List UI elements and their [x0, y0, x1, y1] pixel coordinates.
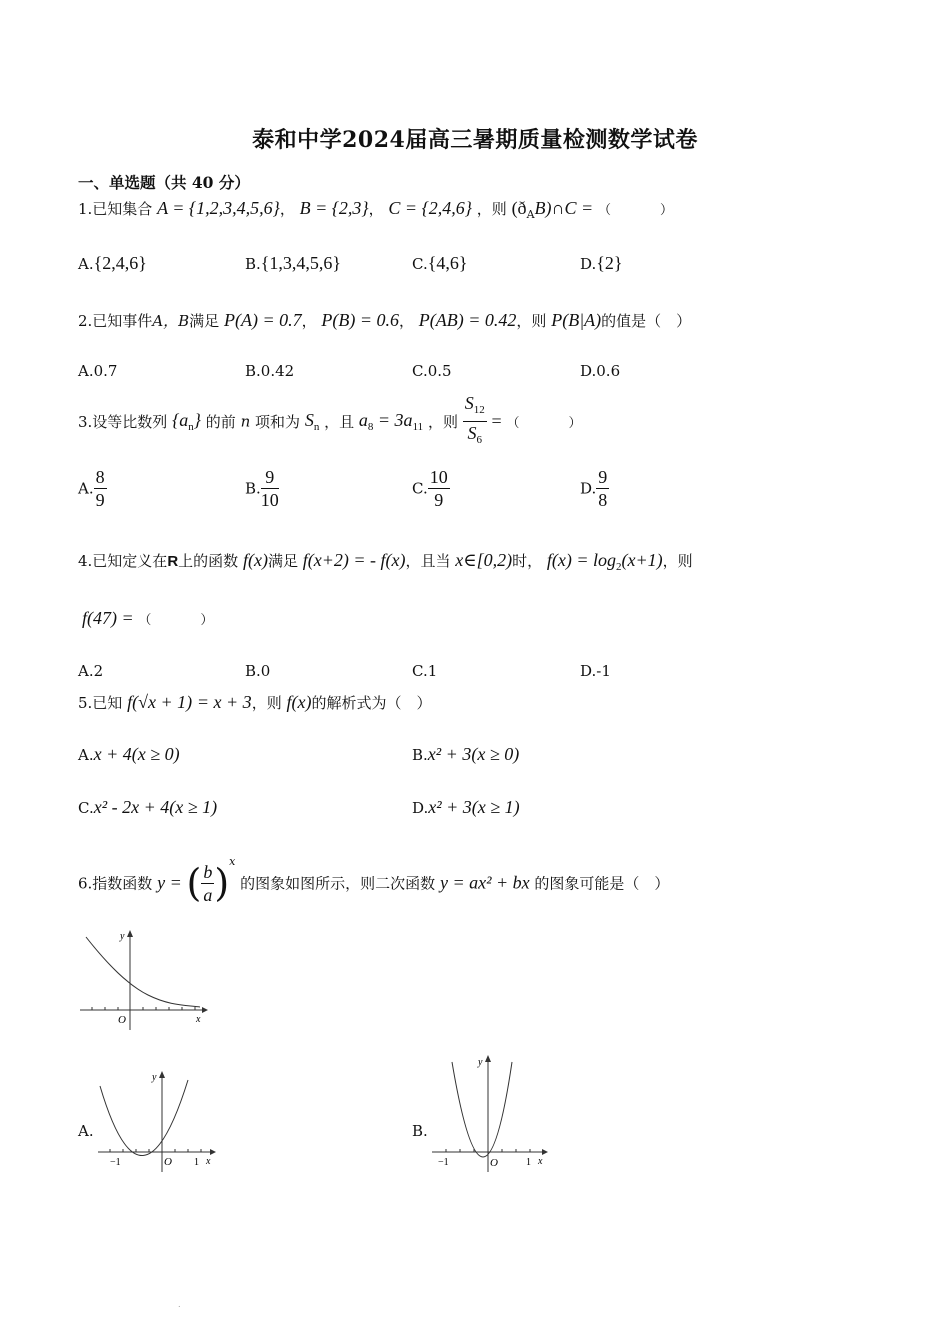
q6-option-a-graph [96, 1068, 218, 1176]
q3-option-d: D. $\frac{9}{8}$ [580, 467, 608, 510]
q2-mid: 满足 [189, 312, 220, 330]
q4-cond: f(x+2) = - f(x) [302, 550, 406, 570]
q3-option-a: A. $\frac{8}{9}$ [78, 467, 105, 510]
q1-blank: （ ） [597, 203, 691, 218]
q3-mid3: ，且 [324, 413, 355, 431]
section-heading: 一、单选题（共 40 分） [78, 173, 250, 192]
q2-events: A，B [152, 312, 190, 330]
svg-text:x: x [538, 1156, 543, 1167]
q5-prefix: 5.已知 [78, 694, 123, 712]
question-2: 2.已知事件A，B满足 P(A) = 0.7， P(B) = 0.6， P(AB) = 0.42，则 P(B|A)的值是（ ） [78, 310, 692, 330]
q2-option-c: C.0.5 [412, 362, 452, 380]
q4-blank: （ ） [138, 613, 232, 628]
q3-blank: （ ） [506, 416, 600, 431]
svg-text:1: 1 [194, 1157, 199, 1168]
q5-tail: 的解析式为（ ） [311, 694, 432, 712]
q6-fraction: $\frac{b}{a}$ [203, 861, 213, 905]
q3-option-b: B. $\frac{9}{10}$ [245, 467, 279, 510]
q2-p2: P(B) = 0.6 [321, 310, 399, 330]
y-label: y [120, 931, 125, 942]
q5-mid: ，则 [251, 694, 282, 712]
q1-expr-sub: A [526, 208, 535, 221]
q1-set-c: C = {2,4,6} [388, 198, 472, 218]
q3-mid2: 项和为 [255, 413, 301, 431]
q2-then: ，则 [516, 312, 547, 330]
q5-option-d: D.x² + 3(x ≥ 1) [412, 797, 520, 817]
question-5 [78, 692, 431, 713]
q3-mid1: 的前 [205, 413, 236, 431]
q5-option-a: A.x + 4(x ≥ 0) [78, 744, 180, 764]
q5-rhs: = x + 3 [196, 692, 252, 712]
svg-text:−1: −1 [110, 1157, 121, 1168]
footer-mark: . [178, 1300, 181, 1309]
q4-prefix: 4.已知定义在 [78, 552, 168, 570]
x-label: x [196, 1014, 201, 1025]
q3-condition: $a_8 = 3a_{11}$ [358, 410, 424, 433]
q3-eq: = [491, 411, 502, 431]
svg-text:−1: −1 [438, 1157, 449, 1168]
q6-prefix: 6.指数函数 [78, 874, 153, 893]
q3-seq: $\{a_n\}$ [172, 410, 201, 433]
q5-option-b: B.x² + 3(x ≥ 0) [412, 744, 520, 764]
exponential-curve [86, 937, 200, 1007]
q1-option-a: A.{2,4,6} [78, 253, 147, 273]
q3-then: ，则 [427, 413, 458, 431]
q6-tail: 的图象可能是（ ） [534, 874, 670, 893]
q4-option-c: C.1 [412, 662, 438, 680]
svg-text:O: O [164, 1156, 172, 1168]
y-axis-arrow [127, 930, 133, 937]
parabola-a [100, 1080, 188, 1156]
q2-tail: 的值是（ ） [601, 312, 692, 330]
q2-option-b: B.0.42 [245, 362, 295, 380]
q5-f: f(x) [286, 692, 312, 712]
q1-expr2: B)∩C = [534, 198, 594, 218]
q3-fraction: $\frac{S_{12}}{S_6}$ [464, 393, 485, 446]
q2-p3: P(AB) = 0.42 [418, 310, 517, 330]
q2-option-d: D.0.6 [580, 362, 621, 380]
svg-text:y: y [478, 1057, 483, 1068]
question-6: 6.指数函数 y = ( $\frac{b}{a}$ )$^x$ 的图象如图所示，则二次函数 y = ax² + bx 的图象可能是（ ） [78, 855, 670, 905]
q3-n: n [240, 412, 251, 431]
q2-p4: P(B|A) [551, 310, 602, 330]
svg-text:y: y [152, 1072, 157, 1083]
q6-mid: 的图象如图所示，则二次函数 [240, 874, 436, 893]
q4-option-a: A.2 [78, 662, 104, 680]
q4-mid4: 时， [512, 552, 543, 570]
q4-then: ，则 [662, 552, 693, 570]
q6-quad: y = ax² + bx [439, 872, 530, 893]
question-4-line2 [82, 608, 231, 629]
q3-prefix: 3.设等比数列 [78, 413, 168, 431]
q4-log: $f(x) = \log_2(x+1)$ [546, 550, 663, 573]
q3-sn: $S_n$ [304, 410, 320, 433]
q4-mid1: 上的函数 [178, 552, 239, 570]
q4-reals: R [167, 553, 179, 570]
q6-exponential-graph [78, 925, 208, 1035]
parabola-b [452, 1062, 512, 1157]
q4-option-b: B.0 [245, 662, 271, 680]
q4-interval: x∈[0,2) [455, 550, 513, 570]
q1-option-b: B.{1,3,4,5,6} [245, 253, 342, 273]
question-1: 1.已知集合 A = {1,2,3,4,5,6}， B = {2,3}， C = {2,4,6} ，则 $(ð_AB)\cap C$ = （ ） [78, 198, 691, 221]
svg-text:x: x [206, 1156, 211, 1167]
q4-option-d: D.-1 [580, 662, 611, 680]
q6-option-a: A. [78, 1122, 94, 1140]
q1-set-b: B = {2,3} [299, 198, 369, 218]
q1-set-a: A = {1,2,3,4,5,6} [157, 198, 280, 218]
q1-expr: (ð [511, 198, 527, 218]
q6-y: y = [157, 872, 182, 893]
x-axis-arrow [202, 1007, 208, 1013]
q4-mid3: ，且当 [405, 552, 451, 570]
q2-prefix: 2.已知事件 [78, 312, 153, 330]
q4-f: f(x) [242, 550, 268, 570]
page-title: 泰和中学2024届高三暑期质量检测数学试卷 [252, 127, 698, 153]
q4-mid2: 满足 [267, 552, 298, 570]
q6-option-b: B. [412, 1122, 428, 1140]
q1-option-c: C.{4,6} [412, 253, 468, 273]
q6-exp: x [229, 855, 236, 868]
origin-label: O [118, 1014, 126, 1026]
svg-text:O: O [490, 1157, 498, 1169]
q1-prefix: 1.已知集合 [78, 200, 153, 218]
q5-lhs: f(√x + 1) [127, 692, 193, 712]
q2-option-a: A.0.7 [78, 362, 118, 380]
q1-then: ，则 [476, 200, 507, 218]
q3-option-c: C. $\frac{10}{9}$ [412, 467, 448, 510]
svg-text:1: 1 [526, 1157, 531, 1168]
q6-option-b-graph [430, 1052, 552, 1174]
question-4 [78, 550, 693, 573]
q5-option-c: C.x² - 2x + 4(x ≥ 1) [78, 797, 218, 817]
q2-p1: P(A) = 0.7 [223, 310, 302, 330]
q4-line2: f(47) = [82, 608, 134, 628]
question-3 [78, 392, 599, 451]
q1-option-d: D.{2} [580, 253, 623, 273]
